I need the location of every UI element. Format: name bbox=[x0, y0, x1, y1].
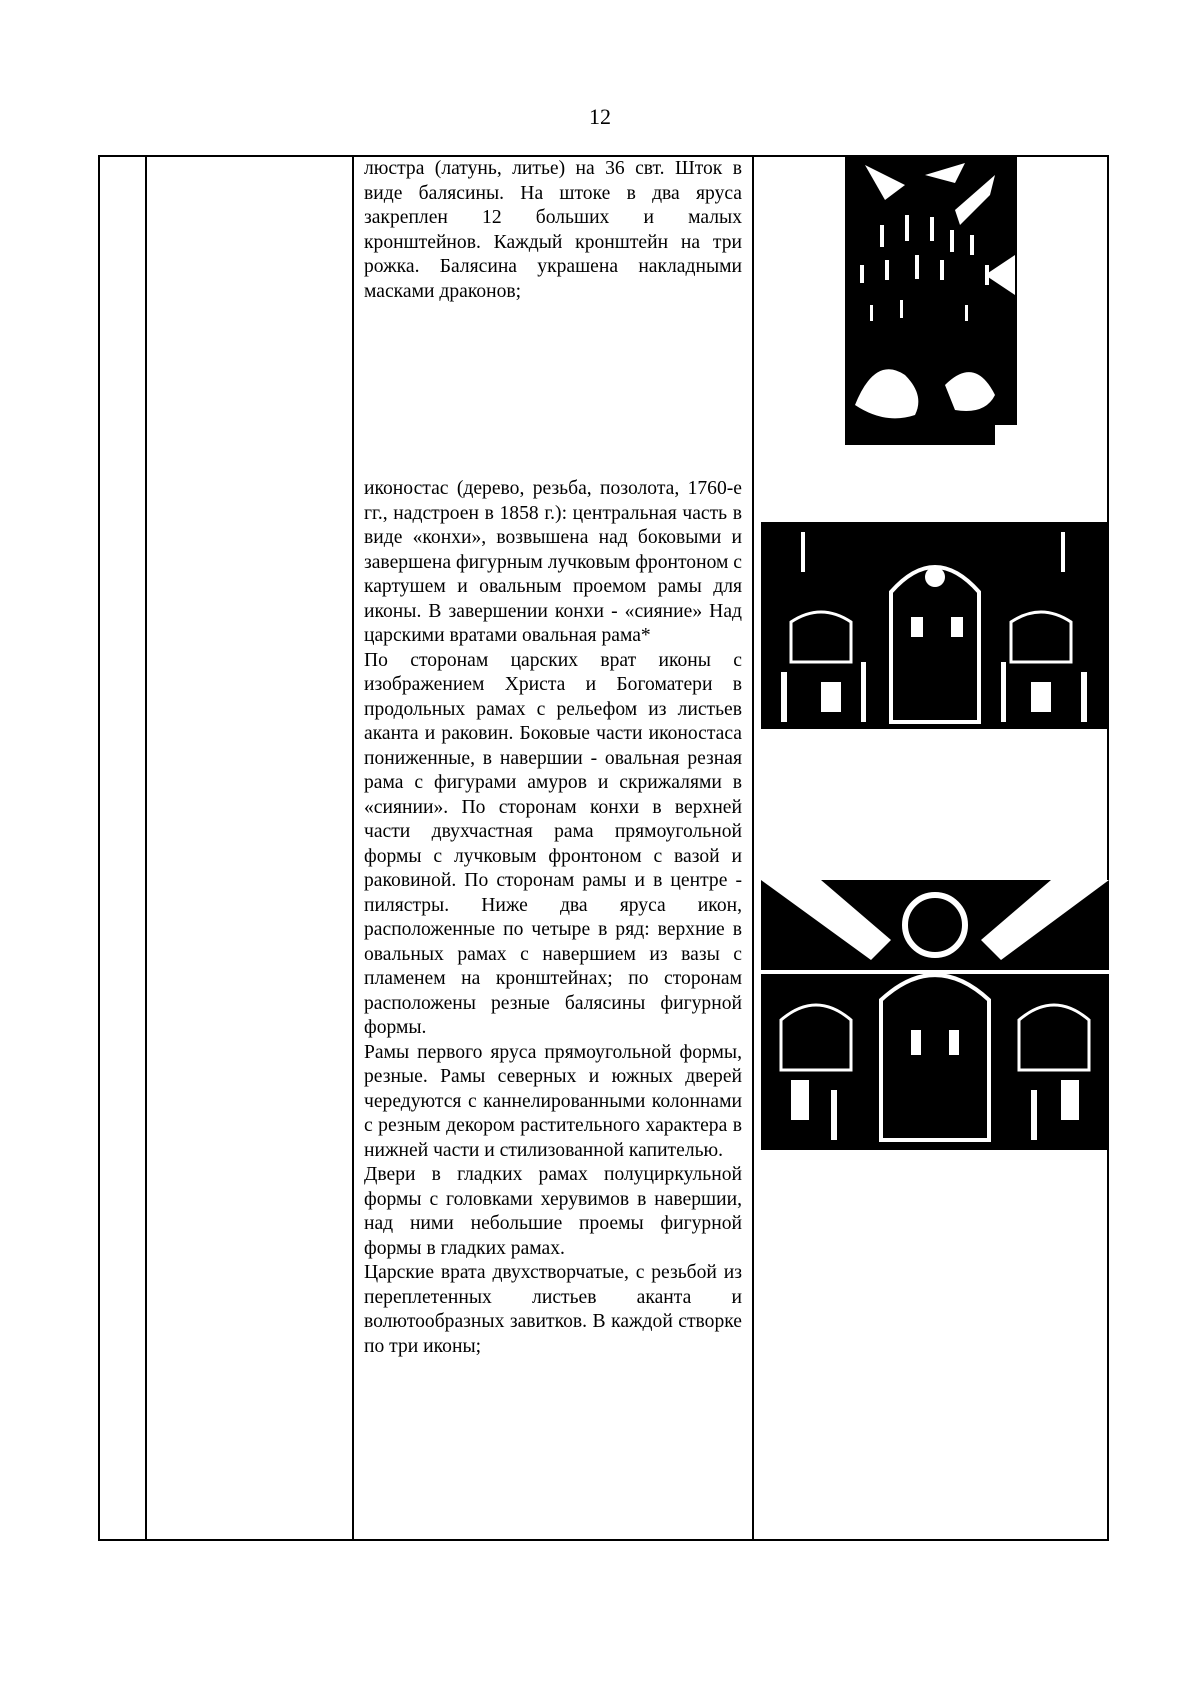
column-divider-3 bbox=[752, 155, 754, 1541]
paragraph: Рамы первого яруса прямоугольной формы, резные. Рамы северных и южных дверей чередуются с каннелированными колоннами с резным декором растительного характера в нижней части и стилизованной капителью. bbox=[364, 1041, 742, 1161]
chandelier-description bbox=[364, 157, 742, 304]
paragraph: По сторонам царских врат иконы с изображением Христа и Богоматери в продольных рамах с рельефом из листьев аканта и раковин. Боковые части иконостаса пониженные, в навершии - овальная резная рама с фигурами амуров и скрижалями в «сиянии». По сторонам конхи в верхней части двухчастная рама прямоугольной формы с лучковым фронтоном с вазой и раковиной. По сторонам рамы и в центре - пилястры. Ниже два яруса икон, расположенные по четыре в ряд: верхние в овальных рамах с навершием из вазы с пламенем на кронштейнах; по сторонам расположены резные балясины фигурной формы. bbox=[364, 649, 742, 1038]
column-divider-1 bbox=[145, 155, 147, 1541]
iconostasis-description bbox=[364, 477, 742, 1359]
iconostasis-detail-photo bbox=[761, 880, 1109, 1150]
column-divider-2 bbox=[352, 155, 354, 1541]
chandelier-photo bbox=[845, 155, 1017, 445]
paragraph: люстра (латунь, литье) на 36 свт. Шток в виде балясины. На штоке в два яруса закреплен 12 больших и малых кронштейнов. Каждый кронштейн на три рожка. Балясина украшена накладными масками драконов; bbox=[364, 158, 742, 302]
paragraph: Двери в гладких рамах полуциркульной формы с головками херувимов в навершии, над ними небольшие проемы фигурной формы в гладких рамах. bbox=[364, 1164, 742, 1259]
page-number: 12 bbox=[589, 104, 611, 129]
iconostasis-photo bbox=[761, 522, 1109, 729]
paragraph: Царские врата двухстворчатые, с резьбой из переплетенных листьев аканта и волютообразных завитков. В каждой створке по три иконы; bbox=[364, 1262, 742, 1357]
paragraph: иконостас (дерево, резьба, позолота, 1760-е гг., надстроен в 1858 г.): центральная часть в виде «конхи», возвышена над боковыми и завершена фигурным лучковым фронтоном с картушем и овальным проемом рамы для иконы. В завершении конхи - «сияние» Над царскими вратами овальная рама* bbox=[364, 478, 742, 646]
